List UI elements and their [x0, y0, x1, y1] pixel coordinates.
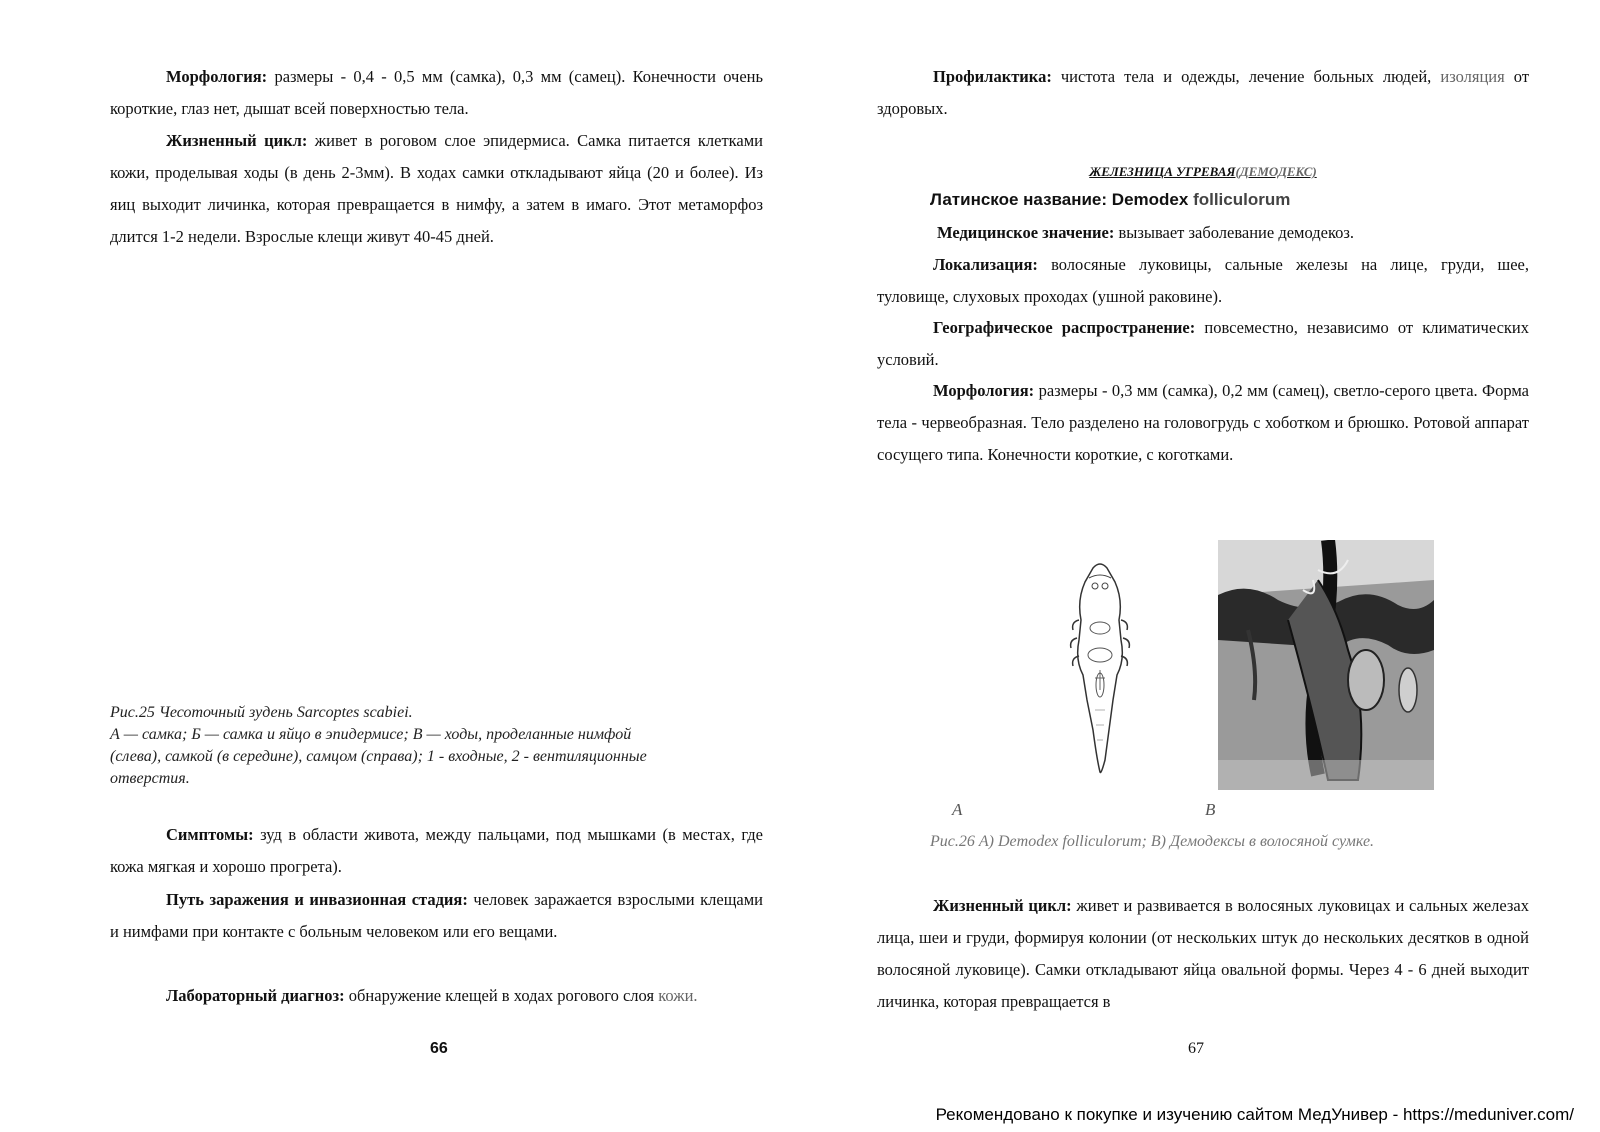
medical-significance-label: Медицинское значение: — [937, 223, 1115, 242]
morphology-label: Морфология: — [933, 381, 1035, 400]
heading-main: ЖЕЛЕЗНИЦА УГРЕВАЯ — [1089, 164, 1236, 179]
figure-label-a: A — [952, 800, 963, 819]
right-page — [800, 0, 1600, 1100]
latin-species: folliculorum — [1193, 190, 1291, 209]
geography-text: повсеместно, независимо от климатических условий. — [877, 318, 1530, 369]
figure-label-b: B — [1205, 800, 1216, 819]
page-number: 67 — [1188, 1040, 1204, 1057]
latin-name-label: Латинское название: — [930, 190, 1108, 209]
figure-26-caption: Рис.26 A) Demodex folliculorum; B) Демодексы в волосяной сумке. — [930, 833, 1375, 850]
lab-diagnosis-text: обнаружение клещей в ходах рогового слоя — [348, 986, 655, 1005]
life-cycle-label: Жизненный цикл: — [166, 131, 308, 150]
caption-line: А — самка; Б — самка и яйцо в эпидермисе; В — ходы, проделанные нимфой — [110, 726, 632, 743]
morphology-text: размеры - 0,4 - 0,5 мм (самка), 0,3 мм (самец). Конечности очень короткие, глаз нет, дышат всей поверхностью тела. — [110, 67, 764, 118]
morphology-text: размеры - 0,3 мм (самка), 0,2 мм (самец), светло-серого цвета. Форма тела - червеобразная. Тело разделено на головогрудь с хоботком и брюшко. Ротовой аппарат сосущего типа. Конечности короткие, с коготками. — [877, 381, 1529, 464]
page-number: 66 — [430, 1040, 448, 1057]
medical-significance-text: вызывает заболевание демодекоз. — [1118, 223, 1355, 242]
prophylaxis-text-tail: от здоровых. — [877, 67, 1530, 118]
infection-text: человек заражается взрослыми клещами и нимфами при контакте с больным человеком или его вещами. — [110, 890, 764, 941]
hair-follicle-drawing — [1218, 540, 1434, 790]
life-cycle-paragraph — [877, 890, 1529, 1018]
localization-text: волосяные луковицы, сальные железы на лице, груди, шее, туловище, слуховых проходах (ушной раковине). — [877, 255, 1529, 306]
symptoms-text: зуд в области живота, между пальцами, под мышками (в местах, где кожа мягкая и хорошо прогрета). — [110, 825, 763, 876]
caption-line: Рис.25 Чесоточный зудень Sarcoptes scabiei. — [110, 704, 413, 721]
latin-name-line — [930, 190, 1290, 210]
prophylaxis-text: чистота тела и одежды, лечение больных людей, — [1060, 67, 1432, 86]
medical-significance-line — [937, 223, 1354, 243]
latin-genus: Demodex — [1111, 190, 1189, 209]
prophylaxis-paragraph — [877, 61, 1529, 125]
life-cycle-paragraph — [110, 125, 763, 253]
life-cycle-text: живет в роговом слое эпидермиса. Самка питается клетками кожи, проделывая ходы (в день 2-3мм). В ходах самки откладывают яйца (20 и более). Из яиц выходит личинка, которая превращается в нимфу, а затем в имаго. Этот метаморфоз длится 1-2 недели. Взрослые клещи живут 40-45 дней. — [110, 131, 764, 246]
life-cycle-label: Жизненный цикл: — [933, 896, 1072, 915]
localization-label: Локализация: — [933, 255, 1038, 274]
section-heading — [877, 164, 1529, 180]
localization-paragraph — [877, 249, 1529, 313]
lab-diagnosis-paragraph — [110, 980, 763, 1012]
footer-recommendation: Рекомендовано к покупке и изучению сайтом МедУнивер - https://meduniver.com/ — [935, 1105, 1574, 1124]
infection-label: Путь заражения и инвазионная стадия: — [166, 890, 468, 909]
infection-paragraph — [110, 884, 763, 948]
geography-paragraph — [877, 312, 1529, 376]
life-cycle-text: живет и развивается в волосяных луковицах и сальных железах лица, шеи и груди, формируя колонии (от нескольких штук до нескольких десятков в одной волосяной луковице). Самки откладывают яйца овальной формы. Через 4 - 6 дней выходит личинка, которая превращается в — [877, 896, 1529, 1011]
demodex-drawing — [1055, 560, 1145, 790]
morphology-label: Морфология: — [166, 67, 268, 86]
heading-sub: (ДЕМОДЕКС) — [1235, 164, 1317, 179]
morphology-paragraph — [110, 61, 763, 125]
lab-diagnosis-text-end: кожи. — [658, 986, 698, 1005]
prophylaxis-label: Профилактика: — [933, 67, 1052, 86]
symptoms-paragraph — [110, 819, 763, 883]
prophylaxis-text-grey: изоляция — [1440, 67, 1505, 86]
caption-line: отверстия. — [110, 770, 190, 787]
morphology-paragraph — [877, 375, 1529, 471]
caption-line: (слева), самкой (в середине), самцом (справа); 1 - входные, 2 - вентиляционные — [110, 748, 647, 765]
geography-label: Географическое распространение: — [933, 318, 1196, 337]
symptoms-label: Симптомы: — [166, 825, 254, 844]
lab-diagnosis-label: Лабораторный диагноз: — [166, 986, 345, 1005]
left-page — [0, 0, 800, 1100]
